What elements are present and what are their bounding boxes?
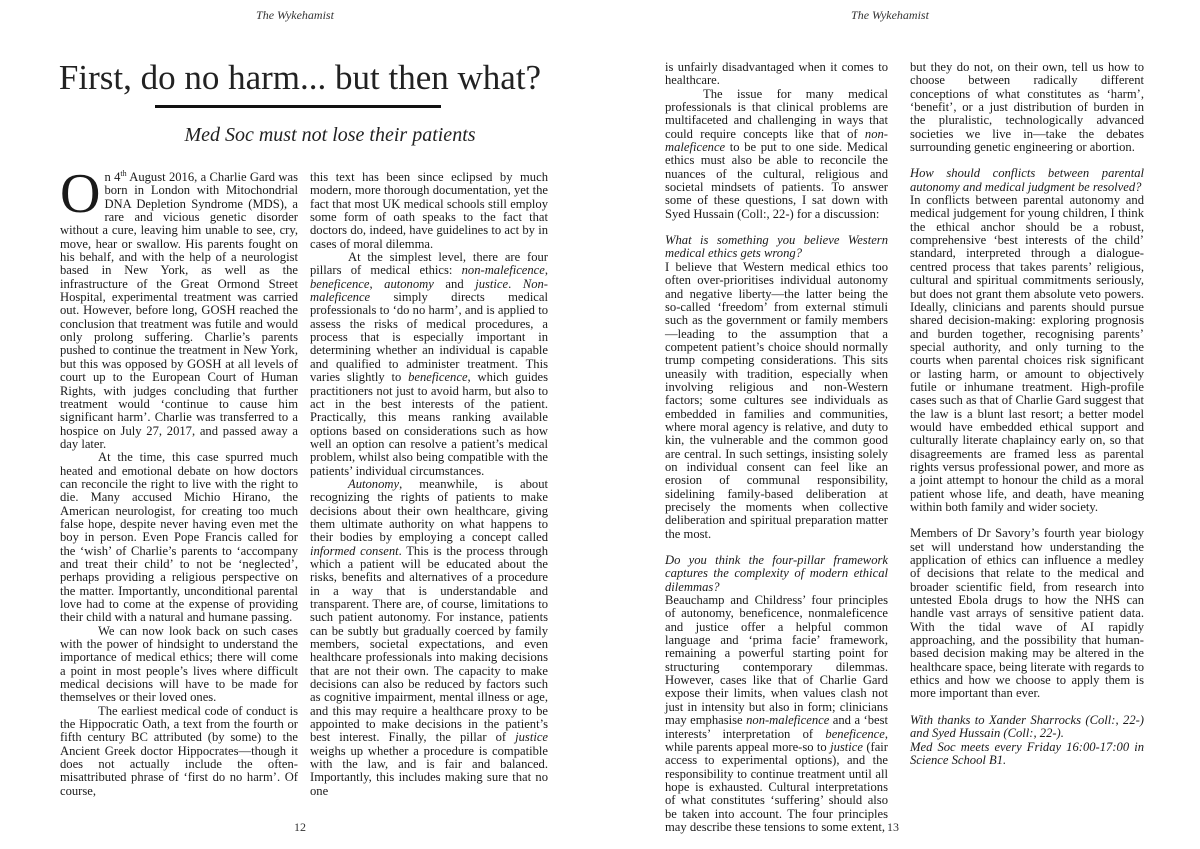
italic-term: justice [475,276,509,291]
italic-term: non-maleficence [665,126,888,155]
page-number: 13 [887,820,899,834]
paragraph [310,251,548,478]
paragraph [60,451,298,624]
text-run: , which guides practitioners not just to avoid harm, but also to act in the best interests of the patient. Practically, this means ranking available options based on considerations such as how well an option can resolve a patient’s medical problem, whilst also being compatible with the patients’ individual circumstances. [310,370,548,478]
paragraph [60,705,298,798]
text-run: is unfairly disadvantaged when it comes to healthcare. [665,60,888,88]
paragraph [665,88,888,221]
text-run: , [369,276,385,291]
paragraph [310,478,548,798]
text-column-2 [310,171,548,798]
text-run: The issue for many medical professionals is that clinical problems are multifaceted and challenging in ways that could require concepts like that of [665,86,888,141]
text-run: , [544,263,548,278]
italic-term: informed consent [310,543,399,558]
text-column-1 [60,163,298,798]
article-title: First, do no harm... but then what? [58,58,542,97]
italic-term: beneficence [310,276,370,291]
text-run: . [508,276,523,291]
paragraph [60,625,298,705]
paragraph [665,594,888,834]
text-run: . This is the process through which a patient will be educated about the risks, benefits and alternatives of a procedure in a way that is understandable and transparent. There are, of course, limitations to such patient autonomy. For instance, patients can be subtly but gradually coerced by family members, societal expectations, and even healthcare professionals into making decisions that are not their own. The capacity to make decisions can also be reduced by factors such as cognitive impairment, mental illness or age, and this may require a healthcare proxy to be appointed to make decisions in the patient’s best interest. Finally, the pillar of [310,543,549,745]
italic-term: Autonomy [348,476,400,491]
credit-note [910,714,1144,741]
text-run: weighs up whether a procedure is compatible with the law, and is fair and balanced. Importantly, this includes making sure that no one [310,743,548,798]
title-rule [155,105,441,108]
interview-question [665,234,888,261]
paragraph [665,261,888,541]
credit-note [910,741,1144,768]
text-run: We can now look back on such cases with the power of hindsight to understand the importance of medical ethics; there will come a point in most people’s lives where difficult medical decisions will have to be made for themselves or their loved ones. [60,623,298,705]
text-run: , meanwhile, is about recognizing the rights of patients to make decisions about their own healthcare, giving them ultimate authority on what happens to their bodies by employing a concept called [310,476,548,545]
text-run: The earliest medical code of conduct is the Hippocratic Oath, a text from the fourth or fifth century BC attributed (by some) to the Ancient Greek doctor Hippocrates—though it does not actually include the often-misattributed phrase of ‘first do no harm’. Of course, [60,703,298,798]
italic-term: justice [515,730,548,745]
text-run: and [433,276,476,291]
drop-cap: O [60,163,101,225]
text-run: simply directs medical professionals to ‘do no harm’, and is applied to assess the risks of medical procedures, a process that is especially important in determining whether an individual is capable and qualified to administer treatment. This varies slightly to [310,290,548,385]
article-subtitle: Med Soc must not lose their patients [184,124,476,146]
italic-term: justice [830,739,863,754]
text-run: I believe that Western medical ethics too often over-prioritises individual autonomy and negative liberty—the latter being the so-called ‘freedom’ from external stimuli such as the government or family members—leading to the assumption that a competent patient’s choice should normally trump competing considerations. This sits uneasily with tradition, especially when involving religious and non-Western factors; some cultures see individuals as embedded in families and communities, where moral agency is relative, and duty to kin, the vulnerable and the common good are central. In such settings, insisting solely on individual consent can feel like an erosion of communal responsibility, sidelining family-based deliberation at precisely the moments when collective deliberation and spiritual preparation matter the most. [665,259,888,541]
interview-question [665,554,888,594]
italic-term: beneficence [825,726,885,741]
running-head: The Wykehamist [256,8,334,22]
text-run: How should conflicts between parental autonomy and medical judgment be resolved? [910,166,1144,194]
text-run: With thanks to Xander Sharrocks (Coll:, 22-) and Syed Hussain (Coll:, 22-). [910,712,1144,741]
paragraph [910,194,1144,514]
text-run: Med Soc meets every Friday 16:00-17:00 in Science School B1. [910,739,1144,767]
italic-term: Non-maleficence [310,276,548,305]
text-run: but they do not, on their own, tell us how to choose between radically different conceptions of what constitutes as ‘harm’, ‘benefit’, or a just distribution of burden in the pluralistic, technologically advanced societies we live in—take the debates surrounding genetic engineering or abortion. [910,60,1144,155]
text-run: In conflicts between parental autonomy and medical judgement for young children, I think the ethical anchor should be a robust, comprehensive ‘best interests of the child’ standard, interpreted through a dialogue-centred process that takes parents’ religious, cultural and spiritual commitments seriously, but does not grant them absolute veto powers. Ideally, clinicians and parents should pursue shared decision-making: exploring prognosis and burden together, recognising parents’ special authority, and only turning to the courts when parental choices risk significant or lasting harm, or amount to objectively futile or inhumane treatment. High-profile cases such as that of Charlie Gard suggest that the law is a blunt last resort; a better model would have embedded ethical support and culturally literate chaplaincy early on, so that disagreements are framed less as parental rights versus professional power, and more as a joint attempt to honour the child as a moral patient whose life, and death, have meaning within both family and wider society. [910,193,1144,514]
italic-term: non-maleficence [461,263,545,278]
text-run: Members of Dr Savory’s fourth year biology set will understand how understanding the application of ethics can influence a medley of decisions that relate to the medical and broader scientific field, from research into untested Ebola drugs to how the NHS can handle vast arrays of sensitive patient data. With the tidal wave of AI rapidly approaching, and the possibility that human-based decision making may be altered in the healthcare space, being literate with regards to ethics and how we choose to apply them is more important than ever. [910,526,1144,701]
text-run: , while parents appeal more-so to [665,726,888,754]
text-run: to be put to one side. Medical ethics must also be able to reconcile the nuances of the cultural, religious and societal mindsets of patients. To answer some of these questions, I sat down with Syed Hussain (Coll:, 22-) for a discussion: [665,140,888,221]
paragraph [665,61,888,88]
paragraph [60,163,298,451]
paragraph [910,61,1144,154]
text-run: August 2016, a Charlie Gard was born in London with Mitochondrial DNA Depletion Syndrome (MDS), a rare and vicious genetic disorder without a cure, leaving him unable to see, cry, move, hear or swallow. His parents fought on his behalf, and with the help of a neurologist based in New York, as well as the infrastructure of the Great Ormond Street Hospital, experimental treatment was carried out. However, before long, GOSH reached the conclusion that treatment was futile and would only prolong suffering. Charlie’s parents pushed to continue the treatment in New York, but this was opposed by GOSH at all levels of court up to the European Court of Human Rights, with judges concluding that further treatment would ‘continue to cause him significant harm’. Charlie was transferred to a hospice on July 27, 2017, and passed away a day later. [60,170,298,451]
running-head: The Wykehamist [851,8,929,22]
italic-term: non-maleficence [746,713,830,728]
text-run: and a ‘best interests’ interpretation of [665,713,888,741]
text-column-3 [665,61,888,834]
text-run: At the time, this case spurred much heated and emotional debate on how doctors can reconcile the right to live with the right to die. Many accused Michio Hirano, the American neurologist, for creating too much false hope, despite never having even met the boy in person. Even Pope Francis called for the ‘wish’ of Charlie’s parents to ‘accompany and treat their child’ to not be ‘neglected’, perhaps providing a religious perspective on the matter. Importantly, unconditional parental love had to come at the expense of providing their child with a natural and humane passing. [60,450,298,625]
text-column-4 [910,61,1144,767]
paragraph [910,527,1144,700]
text-run: At the simplest level, there are four pillars of medical ethics: [310,250,548,278]
page-number: 12 [294,820,306,834]
italic-term: beneficence [408,370,468,385]
interview-question [910,167,1144,194]
right-page [600,0,1200,849]
paragraph [310,171,548,251]
text-run: n 4 [104,170,121,184]
text-run: (fair access to experimental options), and the responsibility to continue treatment until all hope is exhausted. Cultural interpretations of what constitutes ‘suffering’ should also be taken into account. The four principles may describe these tensions to some extent, [665,739,889,834]
text-run: What is something you believe Western medical ethics gets wrong? [665,233,888,261]
text-run: Do you think the four-pillar framework captures the complexity of modern ethical dilemmas? [665,553,888,594]
superscript: th [120,168,127,178]
text-run: Beauchamp and Childress’ four principles of autonomy, beneficence, nonmaleficence and justice offer a helpful common language and ‘prima facie’ framework, remaining a powerful starting point for structuring contemporary dilemmas. However, cases like that of Charlie Gard expose their limits, when values clash not just in intensity but also in form; clinicians may emphasise [665,593,888,728]
italic-term: autonomy [384,276,434,291]
text-run: this text has been since eclipsed by much modern, more thorough documentation, yet the fact that most UK medical schools still employ some form of oath speaks to the fact that doctors do, indeed, have guidelines to act by in cases of moral dilemma. [310,170,548,251]
